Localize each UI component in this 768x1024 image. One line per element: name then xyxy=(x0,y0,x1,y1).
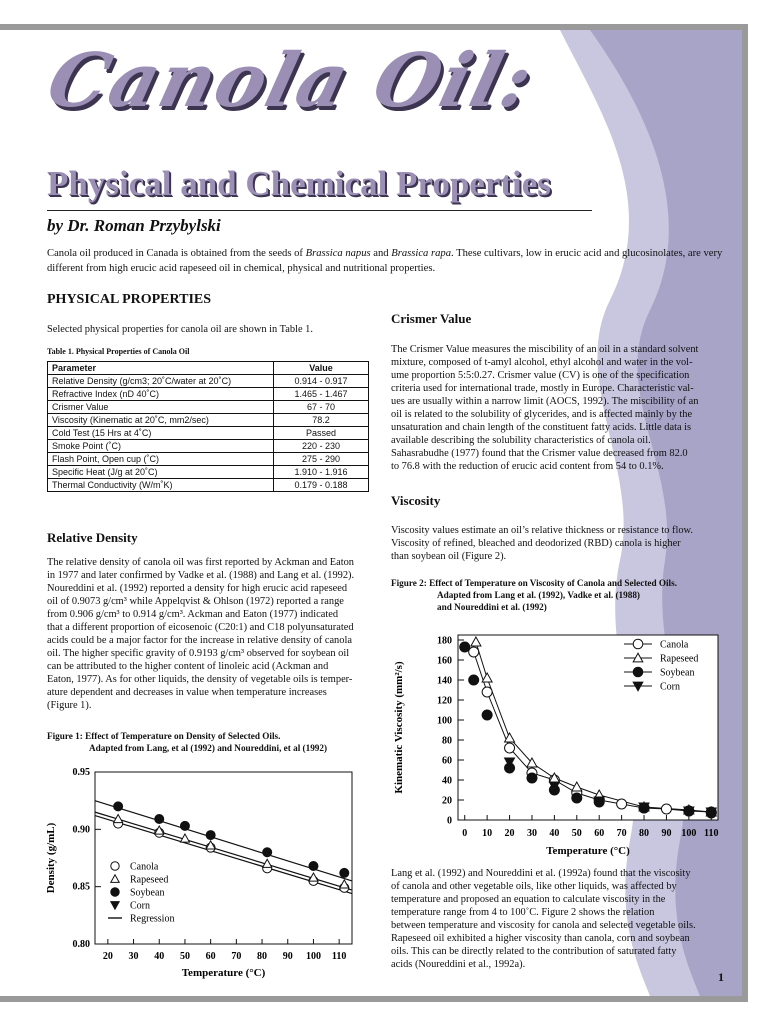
figure1-caption-line: Figure 1: Effect of Temperature on Density of Selected Oils. xyxy=(47,731,281,741)
text-line: than soybean oil (Figure 2). xyxy=(391,551,507,562)
legend-marker xyxy=(111,888,119,896)
data-point xyxy=(482,710,492,720)
table-row xyxy=(48,388,369,401)
table-row xyxy=(48,427,369,440)
figure1-caption-line: Adapted from Lang, et al (1992) and Noureddini, et al (1992) xyxy=(89,743,328,753)
text-line: Sahasrabudhe (1977) found that the Crismer value decreased from 82.0 xyxy=(391,448,688,459)
x-tick-label: 50 xyxy=(179,951,190,962)
text-line: of canola and other vegetable oils, like other liquids, was affected by xyxy=(391,881,677,892)
x-tick-label: 20 xyxy=(504,828,515,839)
text-line: Noureddini et al. (1992) reported a density for high erucic acid rapeseed xyxy=(47,583,348,594)
data-point xyxy=(527,773,537,783)
title-divider xyxy=(47,210,592,211)
table-row xyxy=(48,466,369,479)
text-line: (Figure 1). xyxy=(47,700,92,711)
x-axis-label: Temperature (°C) xyxy=(181,967,266,979)
data-point xyxy=(263,848,272,857)
table-row xyxy=(48,375,369,388)
table-row xyxy=(48,479,369,492)
data-point xyxy=(572,793,582,803)
text-line: Rapeseed oil exhibited a higher viscosity than canola, corn and soybean xyxy=(391,933,690,944)
species-name-1: Brassica napus xyxy=(305,248,371,259)
text-line: Lang et al. (1992) and Noureddini et al. (1992a) found that the viscosity xyxy=(391,868,691,879)
data-point xyxy=(114,802,123,811)
text-line: temperature range from 4 to 100˚C. Figure 2 shows the relation xyxy=(391,907,655,918)
x-tick-label: 100 xyxy=(305,951,321,962)
text-line: oil is related to the solubility of glycerides, and is affected mainly by the xyxy=(391,409,693,420)
figure2-caption-line: Figure 2: Effect of Temperature on Viscosity of Canola and Selected Oils. xyxy=(391,578,677,588)
text-line: can be attributed to the higher content of linoleic acid (Ackman and xyxy=(47,661,329,672)
text-line: to 76.8 with the reduction of erucic acid content from 54 to 0.1%. xyxy=(391,461,664,472)
x-tick-label: 50 xyxy=(571,828,582,839)
data-point xyxy=(460,642,470,652)
physical-properties-heading: PHYSICAL PROPERTIES xyxy=(47,292,212,307)
closing-paragraph xyxy=(391,867,731,971)
crismer-heading: Crismer Value xyxy=(391,311,472,326)
data-point xyxy=(661,804,671,814)
figure2-caption-line: Adapted from Lang et al. (1992), Vadke et al. (1988) xyxy=(437,590,640,600)
y-tick-label: 0 xyxy=(447,815,452,827)
figure2-caption-line: and Noureddini et al. (1992) xyxy=(437,602,547,612)
table-cell: Cold Test (15 Hrs at 4˚C) xyxy=(48,427,274,440)
x-tick-label: 30 xyxy=(128,951,139,962)
intro-paragraph xyxy=(47,246,727,276)
table-cell: Relative Density (g/cm3; 20˚C/water at 20˚C) xyxy=(48,375,274,388)
text-line: acids (Noureddini et al., 1992a). xyxy=(391,959,526,970)
text-line: oil. The higher specific gravity of 0.9193 g/cm³ observed for soybean oil xyxy=(47,648,350,659)
physical-properties-table xyxy=(47,361,369,492)
x-tick-label: 70 xyxy=(231,951,242,962)
intro-text-1: Canola oil produced in Canada is obtained from the seeds of xyxy=(47,248,306,259)
y-tick-label: 0.90 xyxy=(72,824,90,836)
y-tick-label: 0.80 xyxy=(72,939,90,950)
legend-marker xyxy=(633,667,643,677)
legend-label: Canola xyxy=(660,639,689,651)
text-line: Viscosity values estimate an oil’s relative thickness or resistance to flow. xyxy=(391,525,693,536)
table-row xyxy=(48,414,369,427)
y-tick-label: 0.95 xyxy=(72,767,90,778)
table-cell: 1.465 - 1.467 xyxy=(274,388,369,401)
legend-label: Regression xyxy=(130,913,175,925)
crismer-paragraph xyxy=(391,343,731,473)
legend-label: Canola xyxy=(130,861,159,873)
x-tick-label: 70 xyxy=(616,828,627,839)
x-tick-label: 40 xyxy=(549,828,560,839)
intro-text-2: and xyxy=(370,248,392,259)
x-tick-label: 60 xyxy=(594,828,605,839)
table-header-parameter: Parameter xyxy=(48,362,274,375)
table-cell: 0.914 - 0.917 xyxy=(274,375,369,388)
y-tick-label: 20 xyxy=(442,795,452,807)
main-title: Canola Oil: xyxy=(39,38,543,124)
x-axis-label: Temperature (°C) xyxy=(546,845,630,857)
table-cell: Passed xyxy=(274,427,369,440)
data-point xyxy=(482,687,492,697)
page-subtitle: Physical and Chemical Properties xyxy=(47,164,551,203)
x-tick-label: 110 xyxy=(331,951,347,962)
text-line: from 0.906 g/cm³ to 0.914 g/cm³. Ackman and Eaton (1977) indicated xyxy=(47,609,339,620)
text-line: ature dependent and decreases in value when temperature increases xyxy=(47,687,327,698)
table-header-value: Value xyxy=(274,362,369,375)
x-tick-label: 0 xyxy=(462,828,468,839)
text-line: ume proportion 5:5:0.27. Crismer value (CV) is one of the specification xyxy=(391,370,690,381)
table-cell: 67 - 70 xyxy=(274,401,369,414)
table-row xyxy=(48,453,369,466)
x-tick-label: 90 xyxy=(661,828,672,839)
x-tick-label: 30 xyxy=(526,828,537,839)
data-point xyxy=(180,821,189,830)
data-point xyxy=(617,799,627,809)
density-chart xyxy=(40,760,370,988)
data-point xyxy=(340,868,349,877)
x-tick-label: 110 xyxy=(704,828,719,839)
x-tick-label: 90 xyxy=(282,951,293,962)
data-point xyxy=(206,831,215,840)
table-row xyxy=(48,401,369,414)
x-tick-label: 100 xyxy=(681,828,697,839)
x-tick-label: 60 xyxy=(205,951,216,962)
y-tick-label: 140 xyxy=(437,675,452,687)
text-line: The relative density of canola oil was first reported by Ackman and Eaton xyxy=(47,557,355,568)
text-line: ues are usually within a narrow limit (AOCS, 1992). The miscibility of an xyxy=(391,396,699,407)
y-axis-label: Density (g/mL) xyxy=(45,822,57,894)
y-axis-label: Kinematic Viscosity (mm²/s) xyxy=(393,661,405,794)
y-tick-label: 100 xyxy=(437,715,452,727)
table-caption: Table 1. Physical Properties of Canola Oil xyxy=(47,347,190,356)
y-tick-label: 60 xyxy=(442,755,452,767)
table-cell: 78.2 xyxy=(274,414,369,427)
table-cell: Smoke Point (˚C) xyxy=(48,440,274,453)
viscosity-heading: Viscosity xyxy=(391,493,441,508)
table-cell: Crismer Value xyxy=(48,401,274,414)
relative-density-heading: Relative Density xyxy=(47,530,138,545)
data-point xyxy=(469,647,479,657)
text-line: The Crismer Value measures the miscibility of an oil in a standard solvent xyxy=(391,344,699,355)
x-tick-label: 40 xyxy=(154,951,165,962)
text-line: unsaturation and chain length of the constituent fatty acids. Little data is xyxy=(391,422,692,433)
x-tick-label: 80 xyxy=(639,828,650,839)
species-name-2: Brassica rapa xyxy=(391,248,451,259)
legend-label: Soybean xyxy=(130,887,165,899)
table-cell: Viscosity (Kinematic at 20˚C, mm2/sec) xyxy=(48,414,274,427)
legend-label: Soybean xyxy=(660,667,695,679)
text-line: that a different proportion of eicosenoic (C20:1) and C18 polyunsaturated xyxy=(47,622,354,633)
data-point xyxy=(469,675,479,685)
intro-text-3: . These cultivars, low in erucic acid and glucosinolates, are very different from high erucic acid rapeseed oil in chemical, physical and nutritional properties. xyxy=(47,248,723,274)
x-tick-label: 10 xyxy=(482,828,493,839)
figure2-caption xyxy=(391,577,677,613)
figure1-caption xyxy=(47,730,327,754)
author-byline: by Dr. Roman Przybylski xyxy=(47,216,221,235)
legend-label: Corn xyxy=(660,681,680,693)
data-point xyxy=(155,815,164,824)
text-line: temperature and proposed an equation to calculate viscosity in the xyxy=(391,894,666,905)
y-tick-label: 40 xyxy=(442,775,452,787)
table-cell: Thermal Conductivity (W/m˚K) xyxy=(48,479,274,492)
y-tick-label: 120 xyxy=(437,695,452,707)
text-line: criteria used for international trade, mostly in Europe. Characteristic val- xyxy=(391,383,694,394)
text-line: Viscosity of refined, bleached and deodorized (RBD) canola is higher xyxy=(391,538,681,549)
data-point xyxy=(309,862,318,871)
table-cell: 0.179 - 0.188 xyxy=(274,479,369,492)
y-tick-label: 180 xyxy=(437,635,452,647)
data-point xyxy=(505,743,515,753)
table-cell: 275 - 290 xyxy=(274,453,369,466)
page-number: 1 xyxy=(718,970,724,984)
text-line: oil of 0.9073 g/cm³ while Appelqvist & Ohlson (1972) reported a range xyxy=(47,596,344,607)
y-tick-label: 0.85 xyxy=(72,881,90,893)
viscosity-paragraph xyxy=(391,524,731,563)
table-cell: 1.910 - 1.916 xyxy=(274,466,369,479)
text-line: Eaton, 1977). As for other liquids, the density of vegetable oils is temper- xyxy=(47,674,353,685)
y-tick-label: 160 xyxy=(437,655,452,667)
table-row xyxy=(48,440,369,453)
text-line: oils. This can be directly related to the contribution of saturated fatty xyxy=(391,946,677,957)
relative-density-paragraph xyxy=(47,556,387,712)
text-line: acids could be a major factor for the increase in relative density of canola xyxy=(47,635,352,646)
legend-label: Rapeseed xyxy=(660,653,699,665)
table-header-row xyxy=(48,362,369,375)
table-cell: Refractive Index (nD 40˚C) xyxy=(48,388,274,401)
x-tick-label: 20 xyxy=(102,951,113,962)
legend-marker xyxy=(633,639,643,649)
legend-label: Corn xyxy=(130,900,150,912)
table-cell: Flash Point, Open cup (˚C) xyxy=(48,453,274,466)
legend-label: Rapeseed xyxy=(130,874,169,886)
text-line: between temperature and viscosity for canola and selected vegetable oils. xyxy=(391,920,696,931)
table-cell: Specific Heat (J/g at 20˚C) xyxy=(48,466,274,479)
table-cell: 220 - 230 xyxy=(274,440,369,453)
text-line: in 1977 and later confirmed by Vadke et al. (1988) and Lang et al. (1992). xyxy=(47,570,355,581)
viscosity-chart xyxy=(388,625,728,863)
y-tick-label: 80 xyxy=(442,735,452,747)
text-line: mixture, composed of t-amyl alcohol, ethyl alcohol and water in the vol- xyxy=(391,357,693,368)
text-line: available describing the solubility characteristics of canola oil. xyxy=(391,435,651,446)
x-tick-label: 80 xyxy=(257,951,268,962)
legend-marker xyxy=(111,862,119,870)
physical-properties-lead: Selected physical properties for canola oil are shown in Table 1. xyxy=(47,324,313,335)
